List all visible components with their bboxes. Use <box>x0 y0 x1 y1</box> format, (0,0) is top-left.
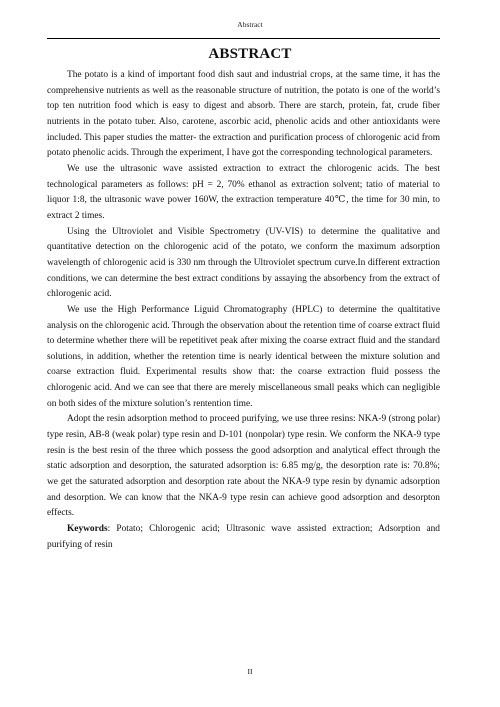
keywords-line <box>47 522 440 553</box>
header-divider <box>47 38 440 39</box>
paragraph-intro: The potato is a kind of important food dish saut and industrial crops, at the same time, it has the comprehensive nutrients as well as the reasonable structure of nutrition, the potato is one of the world’s top ten nutrition food which is easy to digest and absorb. There are starch, protein, fat, crude fiber nutrients in the potato tuber. Also, carotene, ascorbic acid, phenolic acids and other antioxidants were included. This paper studies the matter- the extraction and purification process of chlorogenic acid from potato phenolic acids. Through the experiment, I have got the corresponding technological parameters. <box>47 70 440 159</box>
abstract-title: ABSTRACT <box>208 46 292 62</box>
keywords-text: : Potato; Chlorogenic acid; Ultrasonic wave assisted extraction; Adsorption and purifying of resin <box>47 524 440 550</box>
page-number: II <box>247 667 253 676</box>
paragraph-uv-vis: Using the Ultroviolet and Visible Spectrometry (UV-VIS) to determine the qualitative and quantitative detection on the chlorogenic acid of the potato, we conform the maximum adsorption wavelength of chlorogenic acid is 330 nm through the Ultroviolet spectrum curve.In different extraction conditions, we can determine the best extract conditions by assaying the absorbency from the extract of chlorogenic acid. <box>47 226 440 300</box>
paragraph-extraction: We use the ultrasonic wave assisted extraction to extract the chlorogenic acids. The best technological parameters as follows: pH = 2, 70% ethanol as extraction solvent; tatio of material to liquor 1:8, the ultrasonic wave power 160W, the extraction temperature 40℃, the time for 30 min, to extract 2 times. <box>47 163 440 221</box>
running-header: Abstract <box>237 20 263 29</box>
abstract-body <box>47 68 440 553</box>
paragraph-resin: Adopt the resin adsorption method to proceed purifying, we use three resins: NKA-9 (strong polar) type resin, AB-8 (weak polar) type resin and D-101 (nonpolar) type resin. We conform the NKA-9 type resin is the best resin of the three which possess the good adsorption and analytical effect through the static adsorption and desorption, the saturated adsorption is: 6.85 mg/g, the desorption rate is: 70.8%; we get the saturated adsorption and desorption rate about the NKA-9 type resin by dynamic adsorption and desorption. We can know that the NKA-9 type resin can achieve good adsorption and desorpton effects. <box>47 414 440 519</box>
keywords-label: Keywords <box>67 524 108 535</box>
paragraph-hplc: We use the High Performance Liguid Chromatography (HPLC) to determine the qualtitative analysis on the chlorogenic acid. Through the observation about the retention time of coarse extract fluid to determine whether there will be repetitivet peak after mixing the coarse extract fluid and the standard solutions, in addition, whether the retention time is nearly identical between the mixture solution and coarse extraction fluid. Experimental results show that: the coarse extraction fluid possess the chlorogenic acid. And we can see that there are merely miscellaneous small peaks which can negligible on both sides of the mixture solution’s rentention time. <box>47 304 440 409</box>
